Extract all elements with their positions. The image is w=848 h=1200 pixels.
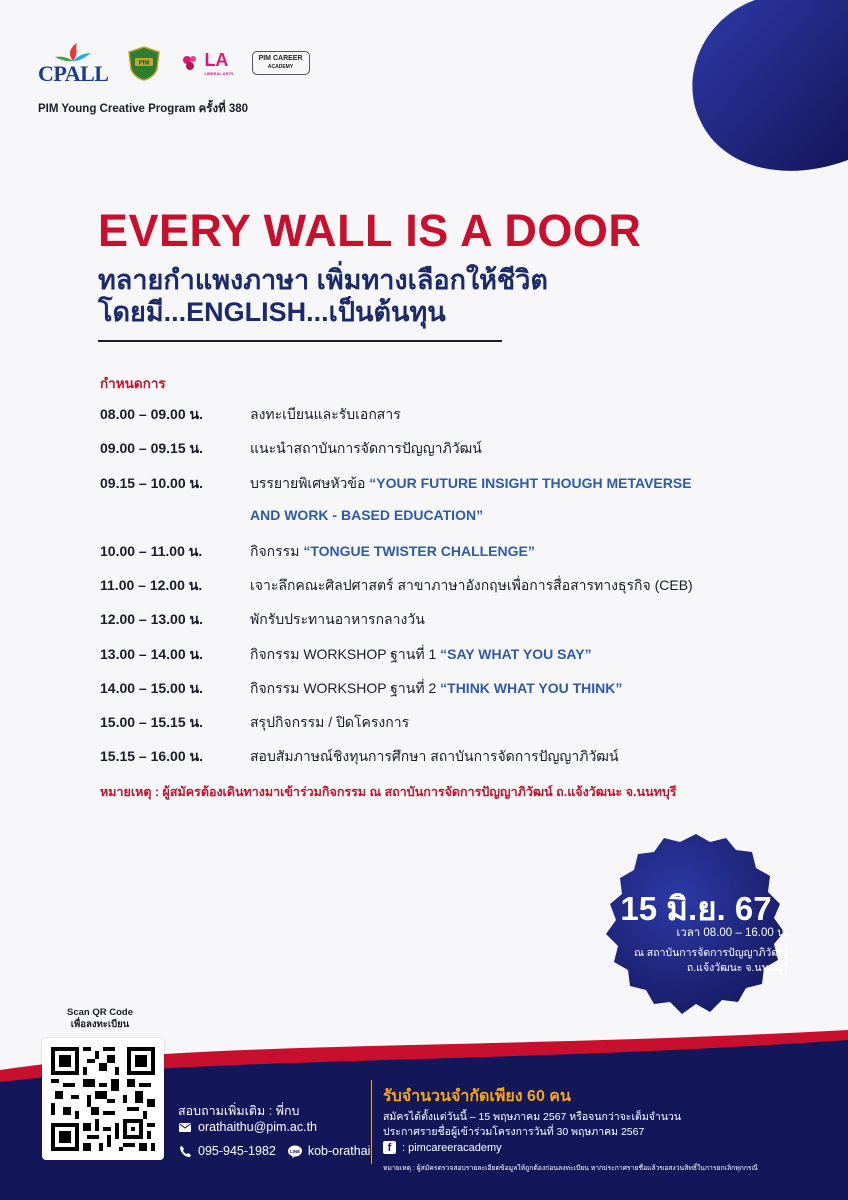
schedule-activity: กิจกรรม WORKSHOP ฐานที่ 2 <box>250 680 441 696</box>
registration-qr-code[interactable] <box>42 1038 164 1160</box>
schedule-row <box>100 507 483 523</box>
schedule-row <box>100 712 409 734</box>
schedule-activity: พักรับประทานอาหารกลางวัน <box>250 611 425 627</box>
top-right-blob <box>660 0 848 180</box>
contact-line-id[interactable]: kob-orathai <box>307 1144 371 1158</box>
phone-icon <box>178 1144 192 1158</box>
la-logo <box>180 50 233 76</box>
schedule-time: 13.00 – 14.00 น. <box>100 646 203 662</box>
line-app-icon <box>288 1144 302 1158</box>
schedule-highlight: “YOUR FUTURE INSIGHT THOUGH METAVERSE <box>369 475 692 491</box>
pim-badge-text: PIM <box>139 60 150 67</box>
contact-email[interactable]: orathaithu@pim.ac.th <box>198 1120 318 1134</box>
schedule-activity: กิจกรรม <box>250 543 304 559</box>
contact-title: สอบถามเพิ่มเติม : พี่กบ <box>178 1104 300 1118</box>
schedule-activity: บรรยายพิเศษหัวข้อ <box>250 475 370 491</box>
la-logo-text: LA <box>204 50 229 70</box>
schedule-time: 12.00 – 13.00 น. <box>100 611 203 627</box>
la-logo-subtext: LIBERAL ARTS <box>204 71 234 76</box>
subtitle-line-1: ทลายกำแพงภาษา เพิ่มทางเลือกให้ชีวิต <box>98 265 548 295</box>
schedule-time: 09.15 – 10.00 น. <box>100 475 203 491</box>
schedule-time: 11.00 – 12.00 น. <box>100 577 203 593</box>
registration-period: สมัครได้ตั้งแต่วันนี้ – 15 พฤษภาคม 2567 หรือจนกว่าจะเต็มจำนวน <box>383 1111 682 1123</box>
schedule-activity: ลงทะเบียนและรับเอกสาร <box>250 406 401 422</box>
event-badge-content <box>598 832 794 1028</box>
footer-note: หมายเหตุ : ผู้สมัครตรวจสอบรายละเอียดข้อมูลให้ถูกต้องก่อนลงทะเบียน หากประกาศรายชื่อแล้วขอสงวนสิทธิ์ในการยกเลิกทุกกรณี <box>383 1165 758 1172</box>
schedule-activity: เจาะลึกคณะศิลปศาสตร์ สาขาภาษาอังกฤษเพื่อการสื่อสารทางธุรกิจ (CEB) <box>250 577 693 593</box>
facebook-handle[interactable]: : pimcareeracademy <box>402 1141 502 1154</box>
schedule-activity: สรุปกิจกรรม / ปิดโครงการ <box>250 714 410 730</box>
schedule-highlight: AND WORK - BASED EDUCATION” <box>250 507 484 523</box>
cpall-logo-text: CPALL <box>38 61 109 86</box>
schedule-heading: กำหนดการ <box>100 376 166 391</box>
title-divider <box>98 340 502 342</box>
qr-code-icon <box>51 1047 155 1151</box>
schedule-row <box>100 438 482 460</box>
schedule-time: 10.00 – 11.00 น. <box>100 543 203 559</box>
cpall-logo <box>38 41 108 85</box>
subtitle-line-2: โดยมี...ENGLISH...เป็นต้นทุน <box>98 297 446 327</box>
program-name: PIM Young Creative Program ครั้งที่ 380 <box>38 103 249 115</box>
schedule-row <box>100 575 693 597</box>
schedule-highlight: “THINK WHAT YOU THINK” <box>440 680 623 696</box>
schedule-highlight: “TONGUE TWISTER CHALLENGE” <box>303 543 535 559</box>
schedule-time: 15.15 – 16.00 น. <box>100 748 203 764</box>
page-title: EVERY WALL IS A DOOR <box>98 205 642 256</box>
event-date: 15 มิ.ย. 67 <box>620 890 772 927</box>
schedule-time: 08.00 – 09.00 น. <box>100 406 203 422</box>
mail-icon <box>178 1120 192 1134</box>
contact-email-row[interactable] <box>178 1120 317 1134</box>
schedule-row <box>100 644 592 666</box>
svg-text:LINE: LINE <box>289 1148 300 1154</box>
qr-label-line-2: เพื่อลงทะเบียน <box>70 1019 130 1030</box>
registration-limit: รับจำนวนจำกัดเพียง 60 คน <box>383 1088 571 1105</box>
event-place-line-1: ณ สถาบันการจัดการปัญญาภิวัฒน์ <box>634 947 788 959</box>
logo-bar <box>38 38 310 88</box>
pim-career-text: PIM CAREER <box>258 55 303 62</box>
cpall-flame-icon <box>53 41 93 63</box>
schedule-time: 09.00 – 09.15 น. <box>100 440 203 456</box>
schedule-highlight: “SAY WHAT YOU SAY” <box>440 646 592 662</box>
schedule-row <box>100 678 622 700</box>
schedule-time: 14.00 – 15.00 น. <box>100 680 203 696</box>
schedule-activity: สอบสัมภาษณ์ชิงทุนการศึกษา สถาบันการจัดการปัญญาภิวัฒน์ <box>250 748 619 764</box>
la-flower-icon <box>180 53 202 73</box>
qr-label-line-1: Scan QR Code <box>67 1007 133 1018</box>
schedule-activity: แนะนำสถาบันการจัดการปัญญาภิวัฒน์ <box>250 440 482 456</box>
facebook-icon: f <box>383 1141 396 1154</box>
event-place-line-2: ถ.แจ้งวัฒนะ จ.นนทบุรี <box>686 962 788 974</box>
schedule-row <box>100 609 425 631</box>
contact-phone-line-row <box>178 1144 370 1158</box>
schedule-row <box>100 541 535 563</box>
announcement-date: ประกาศรายชื่อผู้เข้าร่วมโครงการวันที่ 30 พฤษภาคม 2567 <box>383 1126 645 1138</box>
event-time: เวลา 08.00 – 16.00 น. <box>676 927 788 939</box>
schedule-time: 15.00 – 15.15 น. <box>100 714 203 730</box>
facebook-link[interactable] <box>383 1141 502 1154</box>
pim-career-subtext: ACADEMY <box>267 64 294 70</box>
qr-label <box>54 1007 146 1031</box>
schedule-row <box>100 473 692 495</box>
schedule-row <box>100 404 401 426</box>
schedule-note: หมายเหตุ : ผู้สมัครต้องเดินทางมาเข้าร่วมกิจกรรม ณ สถาบันการจัดการปัญญาภิวัฒน์ ถ.แจ้งวัฒนะ จ.นนทบุรี <box>100 785 677 799</box>
pim-shield-icon <box>126 45 162 81</box>
schedule-activity: กิจกรรม WORKSHOP ฐานที่ 1 <box>250 646 441 662</box>
schedule-row <box>100 746 619 768</box>
schedule-time <box>100 507 250 523</box>
pim-career-academy-logo <box>252 51 310 75</box>
footer-divider <box>371 1080 372 1164</box>
contact-phone[interactable]: 095-945-1982 <box>198 1144 276 1158</box>
